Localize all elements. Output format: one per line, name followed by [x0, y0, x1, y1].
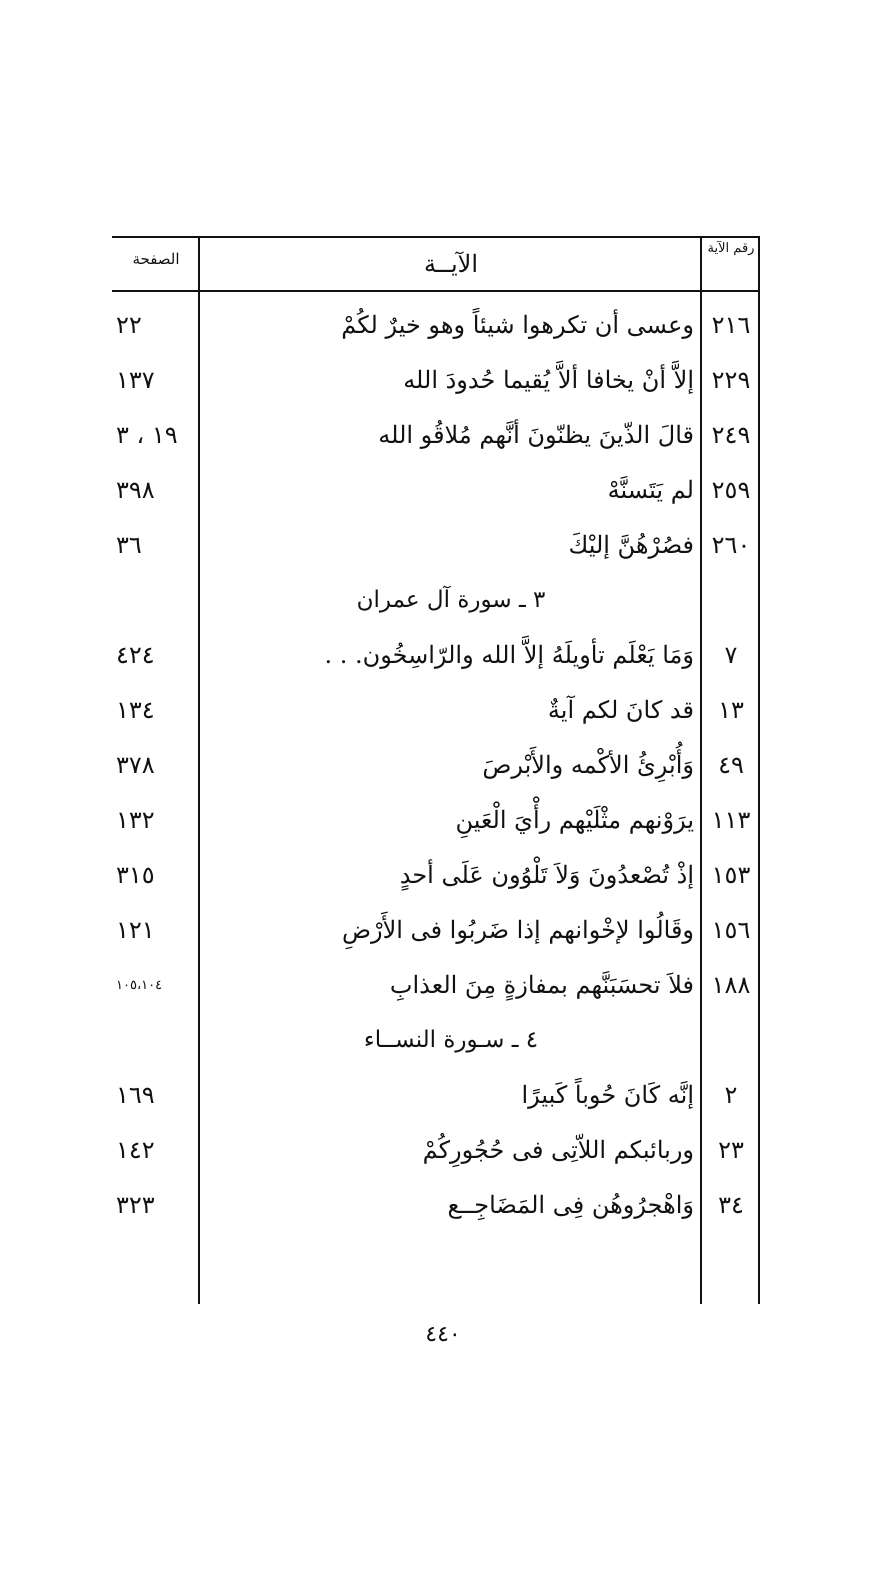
surah-title: ٤ ـ سـورة النســاء [363, 1027, 539, 1053]
ayah-number: ١٥٦ [711, 916, 751, 944]
page-ref: ١٣٤ [116, 696, 155, 724]
table-row [112, 793, 760, 848]
page-ref: ١٤٢ [116, 1136, 155, 1164]
ayah-text: لم يَتَسنَّهْ [607, 476, 694, 504]
ayah-number: ٣٤ [718, 1191, 744, 1219]
page-ref: ١٩ ، ٣ [116, 421, 178, 449]
table-row [112, 353, 760, 408]
ayah-number: ١١٣ [711, 806, 751, 834]
ayah-text: وَأُبْرِئُ الأكْمه والأَبْرصَ [482, 751, 694, 779]
header-page: الصفحة [132, 250, 180, 268]
ayah-text: فصُرْهُنَّ إليْكَ [568, 531, 694, 559]
ayah-text: قد كانَ لكم آيةٌ [547, 696, 694, 724]
page-ref: ٣٩٨ [116, 476, 155, 504]
ayah-number: ٢٢٩ [711, 366, 751, 394]
page-ref: ١٦٩ [116, 1081, 155, 1109]
surah-heading [112, 1013, 760, 1068]
surah-title: ٣ ـ سورة آل عمران [356, 587, 546, 613]
ayah-text: قالَ الذّينَ يظنّونَ أنَّهم مُلاقُو الله [378, 421, 694, 449]
ayah-number: ٢٣ [718, 1136, 744, 1164]
page-ref: ٣١٥ [116, 861, 155, 889]
table-row [112, 738, 760, 793]
header-ayah: الآيــة [424, 250, 478, 278]
page-ref: ١٢١ [116, 916, 155, 944]
ayah-text: إذْ تُصْعدُونَ وَلاَ تَلْوُون عَلَى أحدٍ [399, 861, 694, 889]
ayah-number: ٢٥٩ [711, 476, 751, 504]
page-ref: ١٣٧ [116, 366, 155, 394]
ayah-number: ٢٤٩ [711, 421, 751, 449]
table-body [112, 298, 760, 1233]
page-ref: ١٠٥،١٠٤ [116, 978, 163, 993]
header-rule [112, 290, 760, 292]
ayah-number: ١٨٨ [711, 971, 751, 999]
ayah-number: ٢٦٠ [711, 531, 751, 559]
page-ref: ٤٢٤ [116, 641, 155, 669]
ayah-text: وربائبكم اللاّتِى فى حُجُورِكُمْ [422, 1136, 694, 1164]
ayah-number: ٤٩ [718, 751, 744, 779]
ayah-number: ٢١٦ [711, 311, 751, 339]
ayah-number: ٧ [724, 641, 738, 669]
ayah-text: وَمَا يَعْلَم تأويلَهُ إلاَّ الله والرّاسِخُون. . . [324, 641, 694, 669]
table-row [112, 848, 760, 903]
ayah-number: ٢ [724, 1081, 738, 1109]
table-row [112, 1178, 760, 1233]
table-row [112, 463, 760, 518]
table-header [112, 236, 760, 290]
page-ref: ٣٦ [116, 531, 142, 559]
ayah-text: فلاَ تحسَبَنَّهم بمفازةٍ مِنَ العذابِ [389, 971, 694, 999]
table-row [112, 518, 760, 573]
ayah-number: ١٥٣ [711, 861, 751, 889]
surah-heading [112, 573, 760, 628]
page-ref: ٢٢ [116, 311, 142, 339]
table-row [112, 298, 760, 353]
ayah-text: وعسى أن تكرهوا شيئاً وهو خيرٌ لكُمْ [341, 311, 694, 339]
ayah-text: يرَوْنهم مثْلَيْهم رأْيَ الْعَينِ [455, 806, 694, 834]
table-row [112, 1068, 760, 1123]
ayah-number: ١٣ [718, 696, 744, 724]
table-row [112, 958, 760, 1013]
page-number: ٤٤٠ [425, 1322, 461, 1347]
index-table [112, 236, 760, 1304]
table-row [112, 903, 760, 958]
ayah-text: إلاَّ أنْ يخافا ألاَّ يُقيما حُدودَ الله [403, 366, 694, 394]
table-row [112, 1123, 760, 1178]
page-ref: ٣٢٣ [116, 1191, 155, 1219]
ayah-text: إنَّه كَانَ حُوباً كَبيرًا [521, 1081, 694, 1109]
ayah-text: وقَالُوا لإخْوانهم إذا ضَربُوا فى الأَرْضِ [341, 916, 694, 944]
table-row [112, 628, 760, 683]
header-number: رقم الآية [707, 241, 755, 256]
page-ref: ٣٧٨ [116, 751, 155, 779]
table-row [112, 683, 760, 738]
ayah-text: وَاهْجرُوهُن فِى المَضَاجِــع [447, 1191, 694, 1219]
table-row [112, 408, 760, 463]
page-ref: ١٣٢ [116, 806, 155, 834]
